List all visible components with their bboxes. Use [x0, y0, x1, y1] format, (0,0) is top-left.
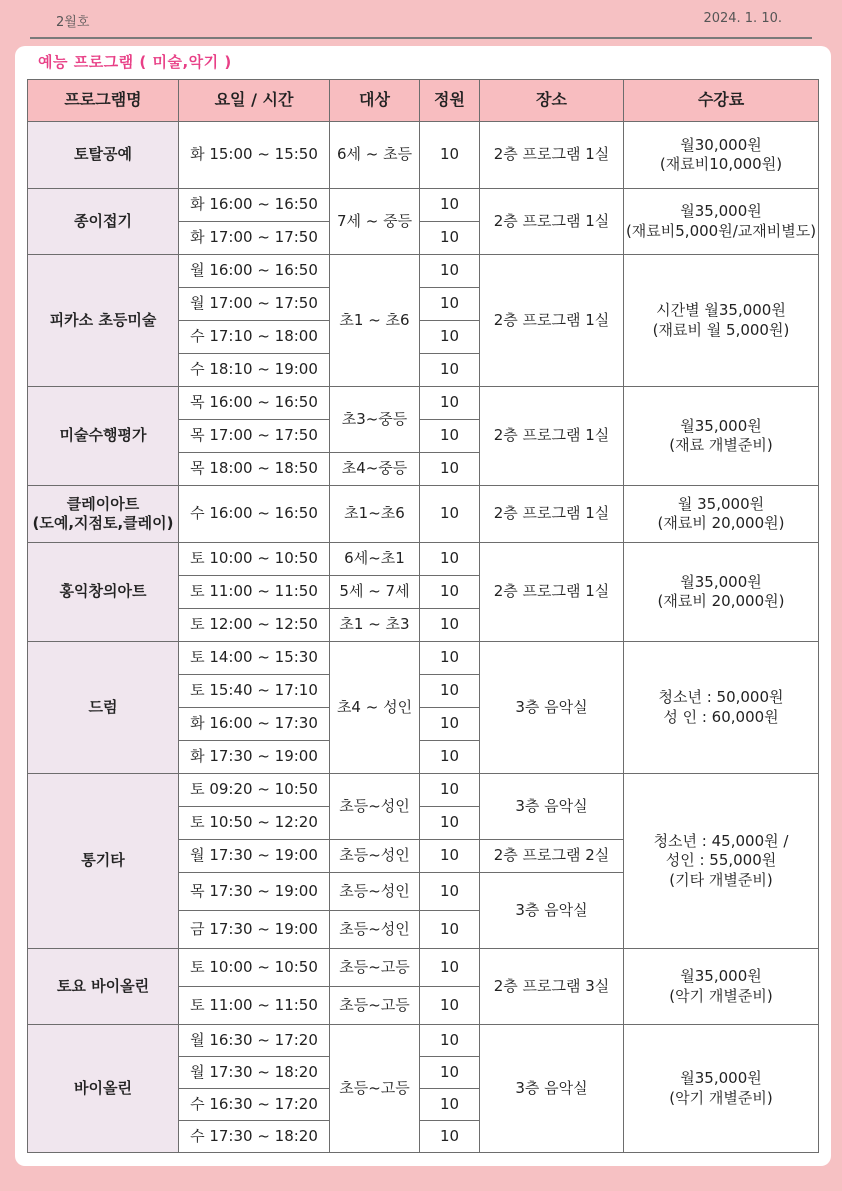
capacity-cell: 10 [420, 987, 480, 1025]
fee-line: 청소년 : 45,000원 / [653, 831, 789, 850]
time-cell: 토 12:00 ~ 12:50 [179, 609, 330, 642]
capacity-cell: 10 [420, 807, 480, 840]
place-cell: 2층 프로그램 3실 [480, 949, 624, 1025]
fee-line: 성 인 : 60,000원 [663, 707, 779, 726]
program-name-cell [28, 1025, 179, 1153]
issue-label: 2월호 [56, 15, 90, 30]
fee-cell [624, 543, 819, 642]
place-cell: 2층 프로그램 2실 [480, 840, 624, 873]
capacity-cell: 10 [420, 453, 480, 486]
program-name-cell [28, 642, 179, 774]
fee-cell [624, 642, 819, 774]
place-cell: 2층 프로그램 1실 [480, 543, 624, 642]
column-header: 정원 [420, 80, 480, 122]
program-table [27, 79, 819, 1153]
target-cell: 초등~성인 [330, 774, 420, 840]
capacity-cell: 10 [420, 321, 480, 354]
program-name: 클레이아트 [66, 494, 140, 513]
capacity-cell: 10 [420, 1089, 480, 1121]
time-cell: 목 18:00 ~ 18:50 [179, 453, 330, 486]
target-cell: 초등~고등 [330, 949, 420, 987]
table-row [28, 122, 819, 189]
target-cell: 초1 ~ 초6 [330, 255, 420, 387]
capacity-cell: 10 [420, 642, 480, 675]
time-cell: 목 16:00 ~ 16:50 [179, 387, 330, 420]
target-cell: 초4 ~ 성인 [330, 642, 420, 774]
fee-line: (재료비 20,000원) [657, 592, 785, 610]
capacity-cell: 10 [420, 543, 480, 576]
table-row [28, 1025, 819, 1057]
fee-cell [624, 486, 819, 543]
capacity-cell: 10 [420, 741, 480, 774]
capacity-cell: 10 [420, 840, 480, 873]
time-cell: 토 11:00 ~ 11:50 [179, 576, 330, 609]
program-name: 토탈공예 [74, 145, 132, 164]
target-cell: 6세~초1 [330, 543, 420, 576]
target-cell: 초1~초6 [330, 486, 420, 543]
capacity-cell: 10 [420, 1121, 480, 1153]
capacity-cell: 10 [420, 420, 480, 453]
program-name: 미술수행평가 [59, 426, 147, 445]
capacity-cell: 10 [420, 873, 480, 911]
fee-line: (재료비10,000원) [659, 155, 783, 173]
table-row [28, 189, 819, 222]
fee-cell [624, 1025, 819, 1153]
program-name-cell [28, 387, 179, 486]
target-cell: 초등~고등 [330, 1025, 420, 1153]
target-cell: 5세 ~ 7세 [330, 576, 420, 609]
time-cell: 화 16:00 ~ 16:50 [179, 189, 330, 222]
time-cell: 목 17:30 ~ 19:00 [179, 873, 330, 911]
place-cell: 2층 프로그램 1실 [480, 122, 624, 189]
place-cell: 3층 음악실 [480, 1025, 624, 1153]
table-row [28, 642, 819, 675]
capacity-cell: 10 [420, 1057, 480, 1089]
fee-cell [624, 122, 819, 189]
capacity-cell: 10 [420, 675, 480, 708]
table-row [28, 486, 819, 543]
capacity-cell: 10 [420, 189, 480, 222]
time-cell: 토 14:00 ~ 15:30 [179, 642, 330, 675]
program-name: 토요 바이올린 [56, 976, 150, 995]
fee-line: 월 35,000원 [677, 494, 765, 513]
place-cell: 2층 프로그램 1실 [480, 255, 624, 387]
program-name-cell [28, 486, 179, 543]
time-cell: 화 17:30 ~ 19:00 [179, 741, 330, 774]
program-name-sub: (도예,지점토,클레이) [32, 514, 174, 532]
time-cell: 월 16:30 ~ 17:20 [179, 1025, 330, 1057]
capacity-cell: 10 [420, 387, 480, 420]
time-cell: 월 17:30 ~ 19:00 [179, 840, 330, 873]
column-header: 수강료 [624, 80, 819, 122]
time-cell: 목 17:00 ~ 17:50 [179, 420, 330, 453]
capacity-cell: 10 [420, 486, 480, 543]
capacity-cell: 10 [420, 708, 480, 741]
time-cell: 화 15:00 ~ 15:50 [179, 122, 330, 189]
time-cell: 월 16:00 ~ 16:50 [179, 255, 330, 288]
target-cell: 초등~성인 [330, 840, 420, 873]
time-cell: 수 18:10 ~ 19:00 [179, 354, 330, 387]
fee-line: 월30,000원 [680, 135, 762, 154]
capacity-cell: 10 [420, 911, 480, 949]
column-header: 요일 / 시간 [179, 80, 330, 122]
target-cell: 초4~중등 [330, 453, 420, 486]
target-cell: 초등~성인 [330, 873, 420, 911]
place-cell: 3층 음악실 [480, 642, 624, 774]
capacity-cell: 10 [420, 949, 480, 987]
capacity-cell: 10 [420, 774, 480, 807]
time-cell: 수 17:30 ~ 18:20 [179, 1121, 330, 1153]
time-cell: 화 17:00 ~ 17:50 [179, 222, 330, 255]
column-header: 프로그램명 [28, 80, 179, 122]
fee-line: 월35,000원 [680, 416, 762, 435]
program-name-cell [28, 189, 179, 255]
time-cell: 수 16:00 ~ 16:50 [179, 486, 330, 543]
program-name-cell [28, 774, 179, 949]
time-cell: 수 16:30 ~ 17:20 [179, 1089, 330, 1121]
capacity-cell: 10 [420, 288, 480, 321]
capacity-cell: 10 [420, 609, 480, 642]
time-cell: 토 10:00 ~ 10:50 [179, 543, 330, 576]
program-name-cell [28, 949, 179, 1025]
capacity-cell: 10 [420, 122, 480, 189]
program-name-cell [28, 122, 179, 189]
fee-line: (악기 개별준비) [669, 986, 773, 1005]
time-cell: 토 10:00 ~ 10:50 [179, 949, 330, 987]
capacity-cell: 10 [420, 1025, 480, 1057]
fee-cell [624, 949, 819, 1025]
fee-line: 월35,000원 [680, 967, 762, 985]
place-cell: 3층 음악실 [480, 873, 624, 949]
program-name: 홍익창의아트 [59, 582, 147, 601]
header-divider [30, 37, 812, 39]
fee-line: 성인 : 55,000원 [665, 851, 777, 870]
fee-line: (재료비 월 5,000원) [652, 320, 790, 339]
capacity-cell: 10 [420, 576, 480, 609]
target-cell: 초3~중등 [330, 387, 420, 453]
fee-cell [624, 255, 819, 387]
table-row [28, 949, 819, 987]
fee-line: 청소년 : 50,000원 [658, 688, 784, 706]
table-row [28, 255, 819, 288]
table-row [28, 387, 819, 420]
target-cell: 초등~성인 [330, 911, 420, 949]
target-cell: 6세 ~ 초등 [330, 122, 420, 189]
program-name-cell [28, 255, 179, 387]
fee-line: (기타 개별준비) [669, 870, 773, 889]
fee-line: (재료비 20,000원) [657, 514, 785, 532]
place-cell: 3층 음악실 [480, 774, 624, 840]
time-cell: 토 10:50 ~ 12:20 [179, 807, 330, 840]
program-name: 드럼 [88, 697, 118, 716]
column-header: 대상 [330, 80, 420, 122]
capacity-cell: 10 [420, 222, 480, 255]
table-header-row [28, 80, 819, 122]
time-cell: 수 17:10 ~ 18:00 [179, 321, 330, 354]
target-cell: 초1 ~ 초3 [330, 609, 420, 642]
fee-cell [624, 189, 819, 255]
time-cell: 화 16:00 ~ 17:30 [179, 708, 330, 741]
program-name: 피카소 초등미술 [49, 310, 157, 329]
fee-line: (재료 개별준비) [669, 436, 773, 454]
target-cell: 7세 ~ 중등 [330, 189, 420, 255]
table-row [28, 774, 819, 807]
fee-line: (악기 개별준비) [669, 1088, 773, 1107]
program-name: 종이접기 [74, 211, 132, 230]
fee-line: 월35,000원 [680, 1069, 762, 1087]
fee-line: 월35,000원 [680, 202, 762, 220]
section-title: 예능 프로그램 ( 미술,악기 ) [38, 53, 232, 71]
fee-line: 월35,000원 [680, 572, 762, 591]
fee-cell [624, 774, 819, 949]
time-cell: 월 17:00 ~ 17:50 [179, 288, 330, 321]
issue-date: 2024. 1. 10. [703, 11, 782, 26]
capacity-cell: 10 [420, 354, 480, 387]
target-cell: 초등~고등 [330, 987, 420, 1025]
time-cell: 토 15:40 ~ 17:10 [179, 675, 330, 708]
fee-line: 시간별 월35,000원 [656, 301, 786, 319]
time-cell: 월 17:30 ~ 18:20 [179, 1057, 330, 1089]
table-row [28, 543, 819, 576]
place-cell: 2층 프로그램 1실 [480, 387, 624, 486]
time-cell: 토 09:20 ~ 10:50 [179, 774, 330, 807]
place-cell: 2층 프로그램 1실 [480, 189, 624, 255]
capacity-cell: 10 [420, 255, 480, 288]
column-header: 장소 [480, 80, 624, 122]
program-name-cell [28, 543, 179, 642]
place-cell: 2층 프로그램 1실 [480, 486, 624, 543]
program-name: 통기타 [81, 851, 125, 870]
fee-cell [624, 387, 819, 486]
time-cell: 금 17:30 ~ 19:00 [179, 911, 330, 949]
fee-line: (재료비5,000원/교재비별도) [625, 221, 817, 240]
time-cell: 토 11:00 ~ 11:50 [179, 987, 330, 1025]
program-name: 바이올린 [74, 1078, 132, 1097]
